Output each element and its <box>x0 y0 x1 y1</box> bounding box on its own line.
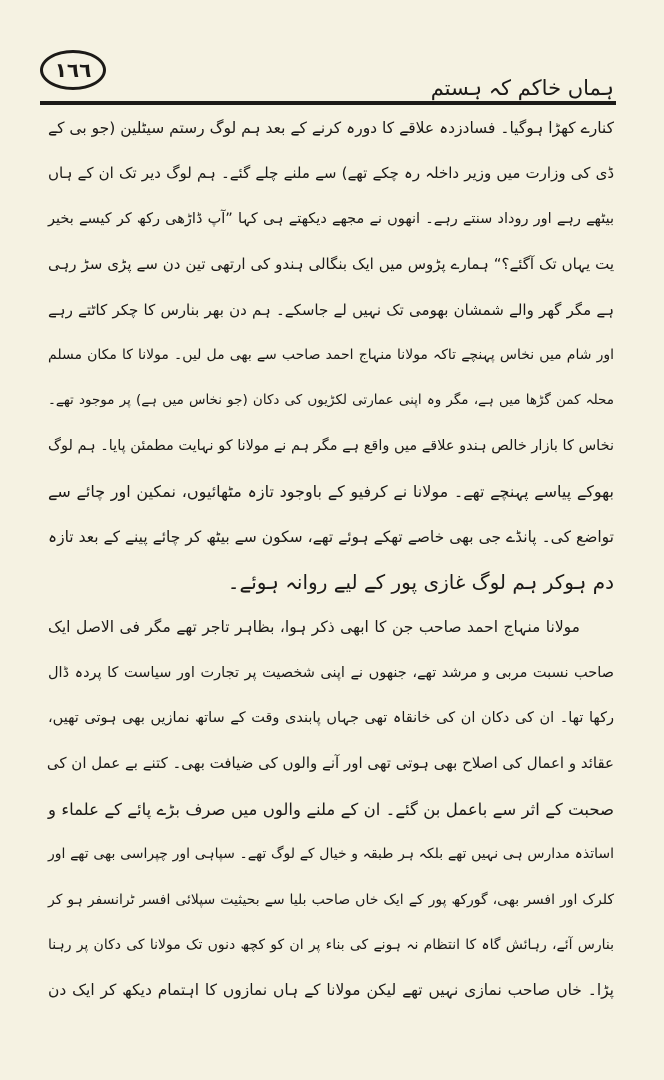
text-line: محلہ کمن گڑھا میں ہے، مگر وہ اپنی عمارتی لکڑیوں کی دکان (جو نخاس میں ہے) پر موجود تھے۔ <box>48 392 614 409</box>
page-body <box>48 106 614 1014</box>
paragraph-end-line: دم ہوکر ہم لوگ غازی پور کے لیے روانہ ہوئے۔ <box>227 569 614 594</box>
text-line: ڈی کی وزارت میں وزیر داخلہ رہ چکے تھے) سے ملنے چلے گئے۔ ہم لوگ دیر تک ان کے ہاں <box>48 164 614 183</box>
page-number: ١٦٦ <box>40 50 106 90</box>
text-line: تواضع کی۔ پانڈے جی بھی خاصے تھکے ہوئے تھے، سکون سے بیٹھ کر چائے پینے کے بعد تازہ <box>48 527 614 546</box>
text-line: بیٹھے رہے اور روداد سنتے رہے۔ انھوں نے مجھے دیکھتے ہی کہا ”آپ ڈاڑھی رکھ کر کیسے بخیر <box>48 210 614 227</box>
running-title: ہماں خاکم کہ ہستم <box>430 76 614 100</box>
text-line: پڑا۔ خاں صاحب نمازی نہیں تھے لیکن مولانا کے ہاں نمازوں کا اہتمام دیکھ کر ایک دن <box>48 981 614 1000</box>
text-line: عقائد و اعمال کی اصلاح بھی ہوتی تھی اور آنے والوں کی ضیافت بھی۔ کتنے بے عمل ان کی <box>46 754 614 773</box>
text-line: نخاس کا بازار خالص ہندو علاقے میں واقع ہے مگر ہم نے مولانا کو نہایت مطمئن پایا۔ ہم لوگ <box>48 437 614 454</box>
paragraph-start-line: مولانا منہاج احمد صاحب جن کا ابھی ذکر ہوا، بظاہر تاجر تھے مگر فی الاصل ایک <box>48 618 580 637</box>
text-line: کلرک اور افسر بھی، گورکھ پور کے ایک خاں صاحب بلیا سے بحیثیت سپلائی افسر ٹرانسفر ہو کر <box>48 891 614 908</box>
text-line: صحبت کے اثر سے باعمل بن گئے۔ ان کے ملنے والوں میں صرف بڑے پائے کے علماء و <box>48 799 614 819</box>
text-line: صاحب نسبت مربی و مرشد تھے، جنھوں نے اپنی شخصیت پر تجارت اور سیاست کا پردہ ڈال <box>48 664 614 681</box>
text-line: اور شام میں نخاس پہنچے تاکہ مولانا منہاج احمد صاحب سے بھی مل لیں۔ مولانا کا مکان مسلم <box>48 346 614 363</box>
text-line: یت یہاں تک آگئے؟“ ہمارے پڑوس میں ایک بنگالی ہندو کی ارتھی تین دن سے پڑی سڑ رہی <box>48 255 614 274</box>
text-line: بنارس آئے، رہائش گاہ کا انتظام نہ ہونے کی بناء پر ان کو کچھ دنوں تک مولانا کی دکان پر رہنا <box>48 937 614 954</box>
text-line: اساتذہ مدارس ہی نہیں تھے بلکہ ہر طبقہ و خیال کے لوگ تھے۔ سپاہی اور چپراسی بھی تھے اور <box>48 846 614 863</box>
text-line: رکھا تھا۔ ان کی دکان ان کی خانقاہ تھی جہاں پابندی وقت کے ساتھ نمازیں بھی ہوتی تھیں، <box>48 710 614 727</box>
header-rule <box>40 101 616 105</box>
text-line: ہے مگر گھر والے شمشان بھومی تک نہیں لے جاسکے۔ ہم دن بھر بنارس کا چکر کاٹتے رہے <box>48 300 614 319</box>
text-line: بھوکے پیاسے پہنچے تھے۔ مولانا نے کرفیو کے باوجود تازہ مٹھائیوں، نمکین اور چائے سے <box>48 482 614 502</box>
text-line: کنارے کھڑا ہوگیا۔ فسادزدہ علاقے کا دورہ کرنے کے بعد ہم لوگ رستم سیٹلین (جو بی کے <box>48 119 614 137</box>
